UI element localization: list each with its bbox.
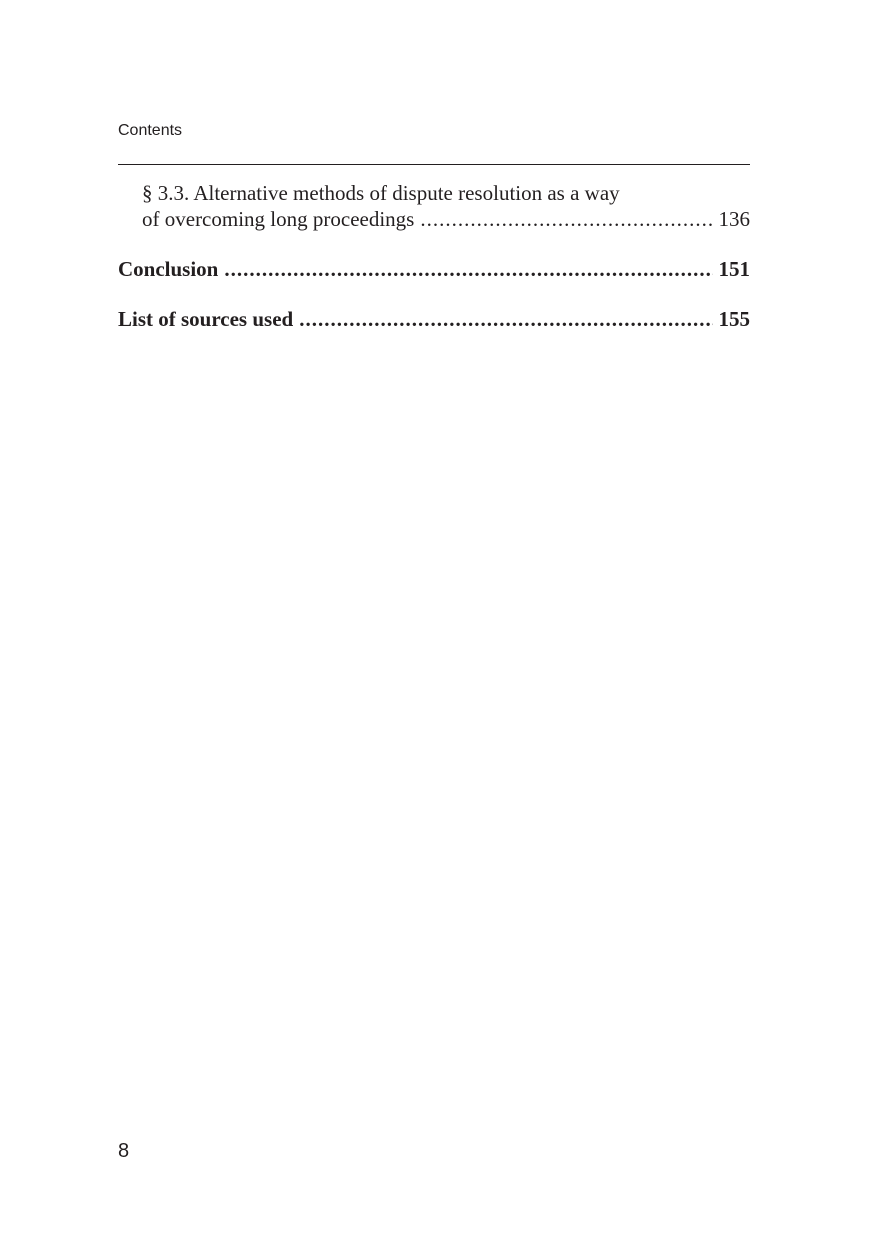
toc-entry-title-line2: of overcoming long proceedings [142,207,415,231]
table-of-contents [118,180,750,356]
toc-entry-list-of-sources [118,306,750,332]
dot-leader [299,306,712,332]
dot-leader [224,256,712,282]
toc-entry-leader-line [142,206,750,232]
toc-entry-page-number: 136 [718,207,750,231]
toc-entry-title: Conclusion [118,257,219,281]
toc-entry-leader-line [118,306,750,332]
running-head: Contents [118,122,183,139]
toc-entry-section-3-3 [118,180,750,232]
header-rule [118,164,750,165]
toc-entry-title: List of sources used [118,307,294,331]
toc-entry-page-number: 151 [718,257,750,281]
toc-entry-leader-line [118,256,750,282]
toc-entry-title-line1: § 3.3. Alternative methods of dispute resolution as a way [142,181,620,205]
toc-entry-page-number: 155 [718,307,750,331]
toc-entry-conclusion [118,256,750,282]
dot-leader [420,206,712,232]
page-number: 8 [118,1140,130,1162]
